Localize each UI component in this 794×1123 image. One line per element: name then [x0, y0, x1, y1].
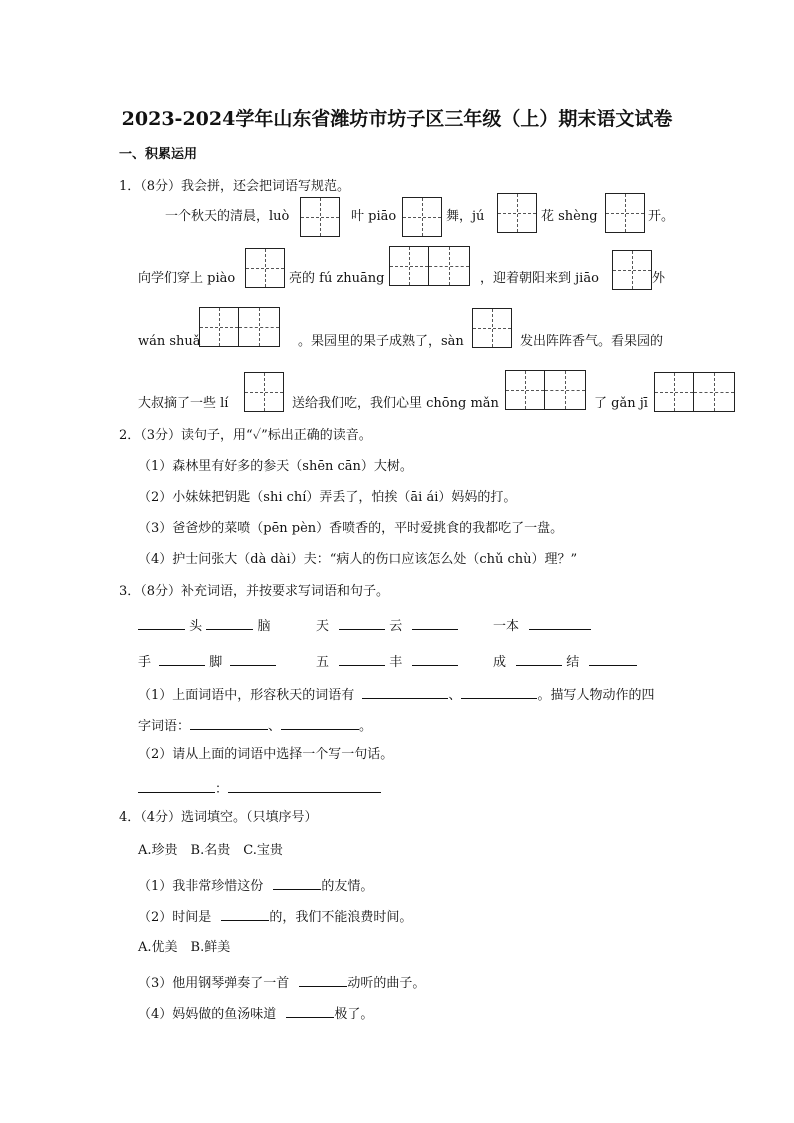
q2-item: （2）小妹妹把钥匙（shi chí）弄丢了，怕挨（āi ái）妈妈的打。	[138, 490, 517, 505]
answer-blank[interactable]	[221, 907, 269, 921]
q3-sentence-line: ：	[138, 779, 381, 798]
q1-text: 送给我们吃，我们心里 chōng mǎn	[292, 396, 499, 411]
answer-blank[interactable]	[281, 716, 359, 730]
word-fill: 手 脚	[138, 652, 276, 671]
answer-blank[interactable]	[230, 652, 276, 666]
q1-text: 发出阵阵香气。看果园的	[520, 334, 664, 349]
writing-grid[interactable]	[199, 307, 280, 347]
q2-item: （1）森林里有好多的参天（shēn cān）大树。	[138, 459, 413, 474]
answer-blank[interactable]	[206, 616, 253, 630]
writing-grid[interactable]	[245, 248, 285, 288]
q4-item: （2）时间是 的，我们不能浪费时间。	[138, 907, 412, 926]
q1-text: ，迎着朝阳来到 jiāo	[480, 271, 599, 286]
q1-text: 了 gǎn jī	[594, 396, 648, 411]
q2-item: （3）爸爸炒的菜喷（pēn pèn）香喷香的，平时爱挑食的我都吃了一盘。	[138, 521, 564, 536]
q1-text: 舞，jú	[446, 209, 485, 224]
q4-item: （1）我非常珍惜这份 的友情。	[138, 876, 373, 895]
answer-blank[interactable]	[589, 652, 637, 666]
writing-grid[interactable]	[389, 246, 470, 286]
answer-blank[interactable]	[286, 1004, 334, 1018]
writing-grid[interactable]	[505, 370, 586, 410]
q4-stem: 4．（4分）选词填空。（只填序号）	[119, 810, 318, 825]
q1-text: 叶 piāo	[351, 209, 397, 224]
writing-grid[interactable]	[244, 372, 284, 412]
writing-grid[interactable]	[605, 193, 645, 233]
answer-blank[interactable]	[138, 779, 215, 793]
q2-stem: 2．（3分）读句子，用“✓”标出正确的读音。	[119, 428, 372, 443]
answer-blank[interactable]	[412, 652, 458, 666]
answer-blank[interactable]	[273, 876, 321, 890]
q1-text: 大叔摘了一些 lí	[138, 396, 229, 411]
section-heading: 一、积累运用	[119, 147, 198, 162]
q4-item: （4）妈妈做的鱼汤味道 极了。	[138, 1004, 373, 1023]
page-title: 2023-2024学年山东省潍坊市坊子区三年级（上）期末语文试卷	[121, 108, 673, 130]
word-fill: 天 云	[316, 616, 458, 635]
answer-blank[interactable]	[228, 779, 381, 793]
writing-grid[interactable]	[497, 193, 537, 233]
answer-blank[interactable]	[190, 716, 268, 730]
word-fill: 头 脑	[138, 616, 270, 635]
answer-blank[interactable]	[299, 973, 347, 987]
q1-text: wán shuǎ	[138, 334, 201, 349]
q1-text: 外	[652, 271, 666, 286]
answer-blank[interactable]	[159, 652, 205, 666]
q1-text: 花 shèng	[541, 209, 598, 224]
writing-grid[interactable]	[654, 372, 735, 412]
q2-item: （4）护士问张大（dà dài）夫：“病人的伤口应该怎么处（chǔ chù）理？”	[138, 552, 578, 567]
q1-stem: 1．（8分）我会拼，还会把词语写规范。	[119, 179, 351, 194]
q1-text: 一个秋天的清晨，luò	[165, 209, 290, 224]
q3-sub2: （2）请从上面的词语中选择一个写一句话。	[138, 747, 394, 762]
answer-blank[interactable]	[461, 685, 537, 699]
q3-sub1: （1）上面词语中，形容秋天的词语有 、 。描写人物动作的四	[138, 685, 654, 704]
writing-grid[interactable]	[612, 250, 652, 290]
q3-stem: 3．（8分）补充词语，并按要求写词语和句子。	[119, 584, 390, 599]
q4-item: （3）他用钢琴弹奏了一首 动听的曲子。	[138, 973, 425, 992]
writing-grid[interactable]	[472, 308, 512, 348]
q1-text: 亮的 fú zhuāng	[289, 271, 385, 286]
writing-grid[interactable]	[402, 197, 442, 237]
answer-blank[interactable]	[339, 652, 385, 666]
q1-text: 向学们穿上 piào	[138, 271, 236, 286]
answer-blank[interactable]	[529, 616, 591, 630]
word-fill: 成 结	[493, 652, 637, 671]
answer-blank[interactable]	[412, 616, 458, 630]
answer-blank[interactable]	[516, 652, 562, 666]
answer-blank[interactable]	[138, 616, 185, 630]
answer-blank[interactable]	[339, 616, 385, 630]
q4-options: A.优美 B.鲜美	[138, 940, 231, 955]
answer-blank[interactable]	[362, 685, 448, 699]
writing-grid[interactable]	[300, 197, 340, 237]
q4-options: A.珍贵 B.名贵 C.宝贵	[138, 843, 283, 858]
word-fill: 一本	[493, 616, 591, 635]
word-fill: 五 丰	[316, 652, 458, 671]
q3-sub1-cont: 字词语： 、 。	[138, 716, 372, 735]
q1-text: 。果园里的果子成熟了，sàn	[298, 334, 464, 349]
q1-text: 开。	[648, 209, 675, 224]
